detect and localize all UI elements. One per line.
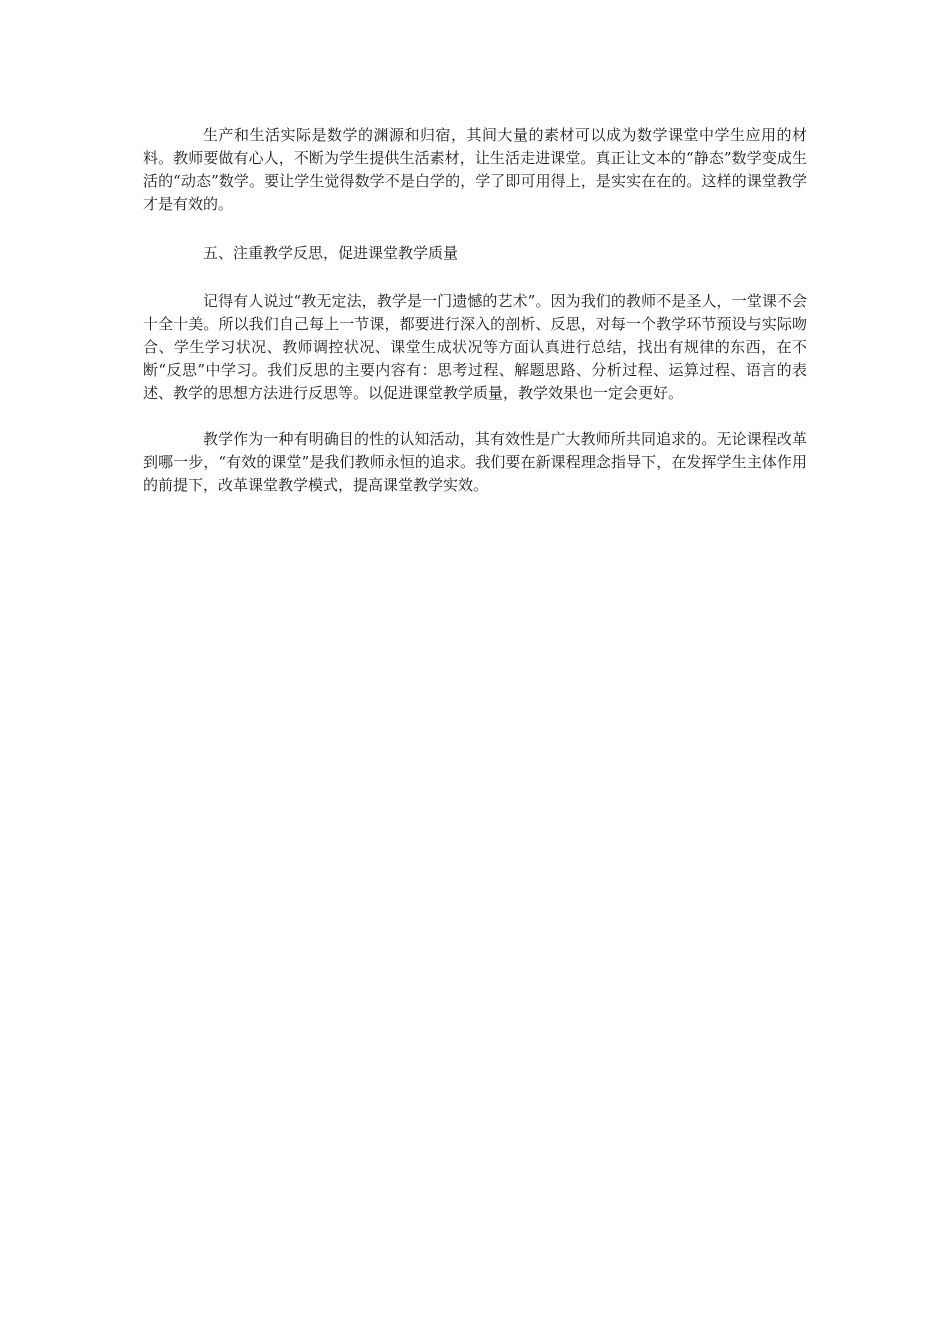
paragraph-conclusion: 教学作为一种有明确目的性的认知活动，其有效性是广大教师所共同追求的。无论课程改革到哪一步，“有效的课堂”是我们教师永恒的追求。我们要在新课程理念指导下，在发挥学生主体作用的前提下，改革课堂教学模式，提高课堂教学实效。 xyxy=(143,430,807,494)
paragraph-reflection: 记得有人说过“教无定法，教学是一门遗憾的艺术”。因为我们的教师不是圣人，一堂课不会十全十美。所以我们自己每上一节课，都要进行深入的剖析、反思，对每一个教学环节预设与实际吻合、学生学习状况、教师调控状况、课堂生成状况等方面认真进行总结，找出有规律的东西，在不断“反思”中学习。我们反思的主要内容有：思考过程、解题思路、分析过程、运算过程、语言的表述、教学的思想方法进行反思等。以促进课堂教学质量，教学效果也一定会更好。 xyxy=(143,292,807,402)
paragraph-life-practice: 生产和生活实际是数学的渊源和归宿，其间大量的素材可以成为数学课堂中学生应用的材料。教师要做有心人，不断为学生提供生活素材，让生活走进课堂。真正让文本的“静态”数学变成生活的“动态”数学。要让学生觉得数学不是白学的，学了即可用得上，是实实在在的。这样的课堂教学才是有效的。 xyxy=(143,126,807,213)
section-heading-teaching-reflection: 五、注重教学反思，促进课堂教学质量 xyxy=(203,244,459,262)
document-body xyxy=(143,124,807,519)
